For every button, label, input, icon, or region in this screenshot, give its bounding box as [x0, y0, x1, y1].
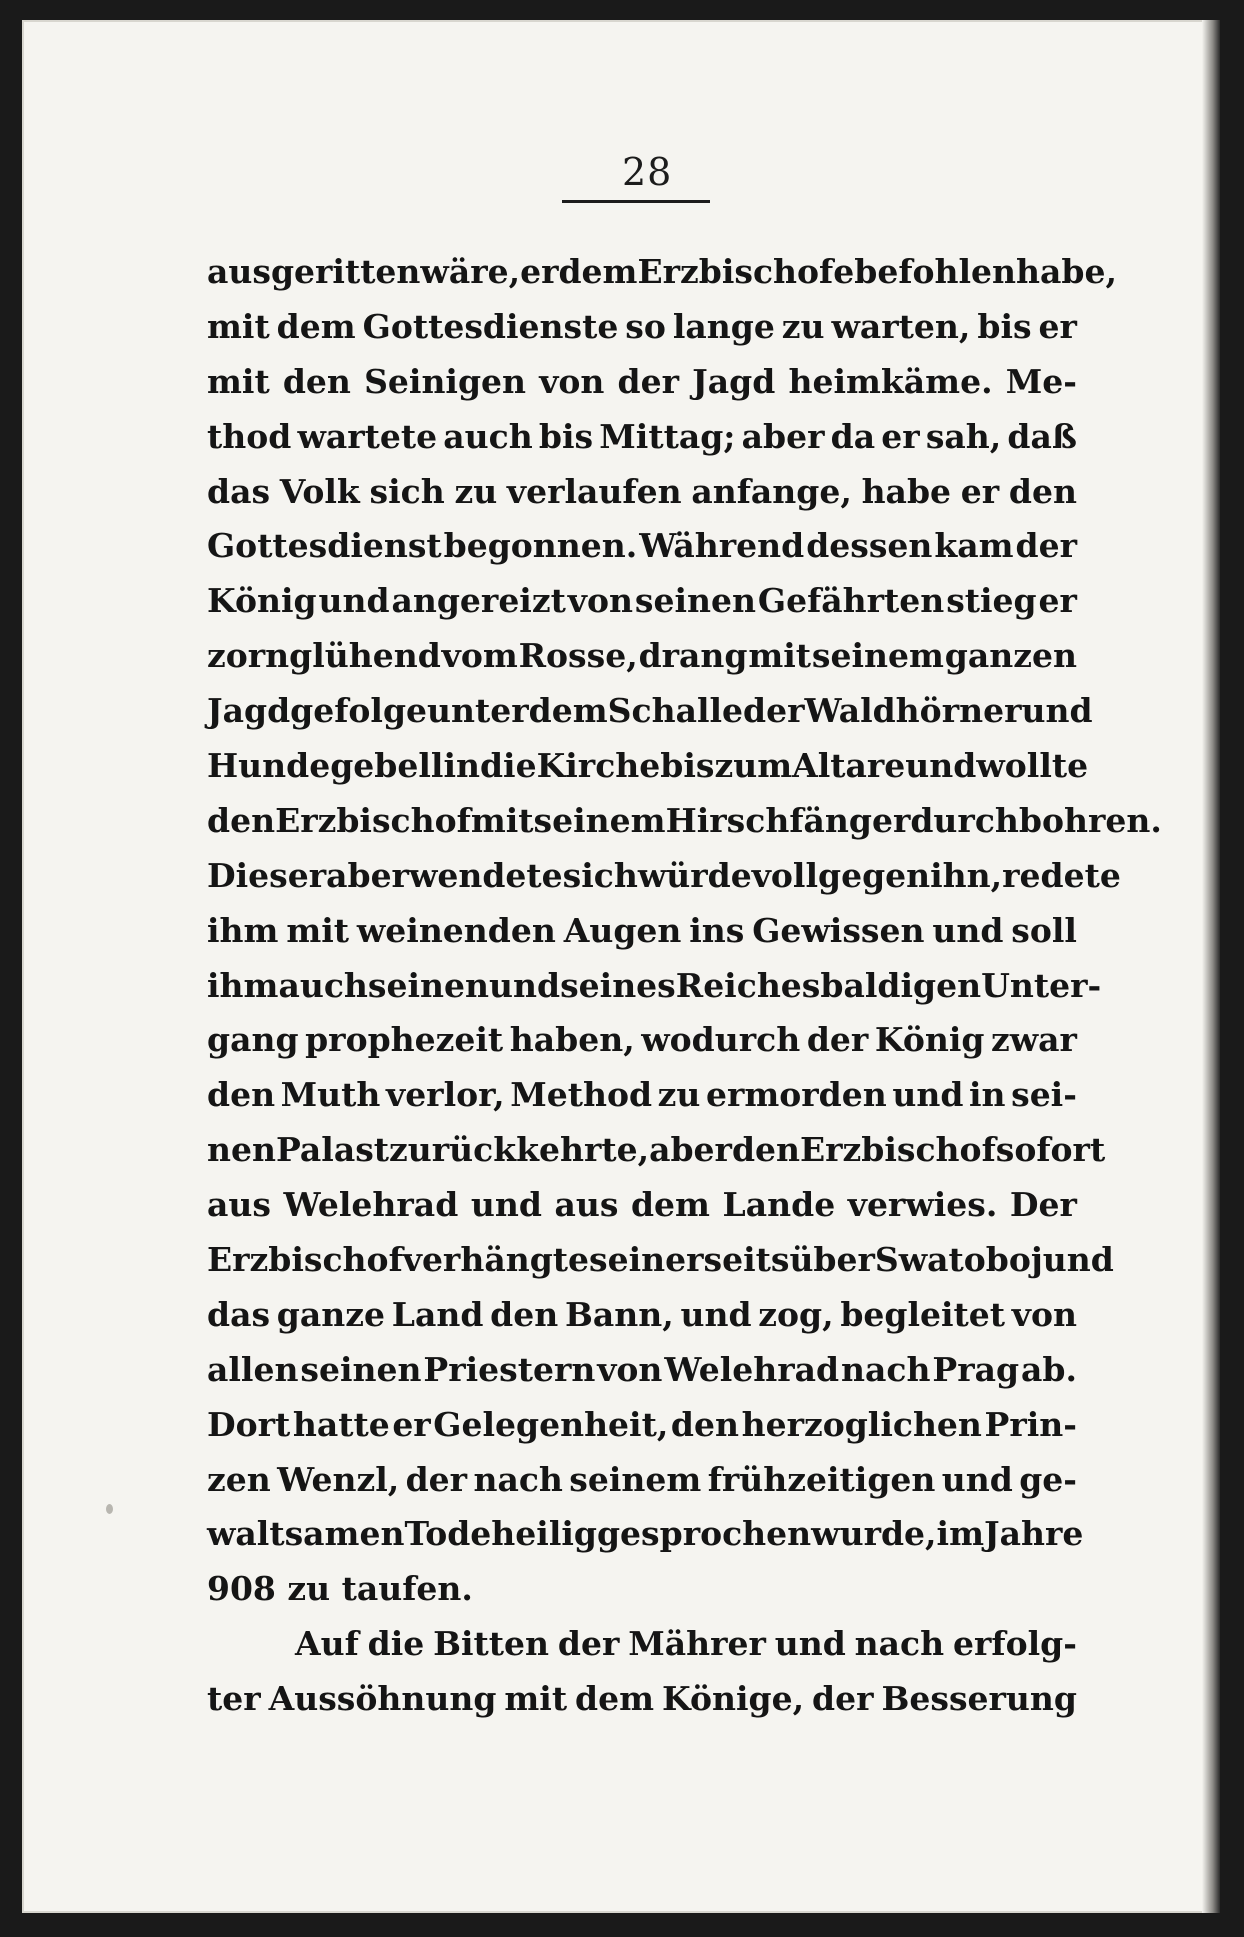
- word: ihm: [207, 965, 279, 1005]
- word: seinem: [533, 800, 666, 840]
- word: Tode: [404, 1514, 492, 1554]
- word: ihn,: [930, 855, 1003, 895]
- word: Gottesdienst: [207, 526, 442, 566]
- word: nach: [473, 1459, 563, 1499]
- word: und: [489, 965, 561, 1005]
- word: Aussöhnung: [268, 1679, 497, 1719]
- word: er: [960, 471, 1000, 511]
- text-line: [207, 574, 1077, 629]
- word: das: [207, 471, 271, 511]
- word: Dort: [207, 1404, 291, 1444]
- word: und: [1021, 691, 1093, 731]
- word: waltsamen: [207, 1514, 405, 1554]
- word: Erzbischofe: [637, 252, 855, 291]
- word: der: [617, 361, 680, 401]
- text-line: [207, 1288, 1077, 1343]
- word: Bann,: [564, 1294, 674, 1334]
- word: Gelegenheit,: [433, 1404, 669, 1444]
- word: nach: [841, 1349, 931, 1389]
- word: heilig: [491, 1514, 597, 1554]
- word: Mährer: [628, 1624, 766, 1664]
- text-line: [207, 1507, 1084, 1562]
- word: vom: [441, 636, 518, 676]
- word: dem: [575, 1679, 655, 1719]
- page-speck: [106, 1504, 113, 1514]
- page-edge-shadow: [1202, 20, 1220, 1913]
- word: seinen: [367, 965, 490, 1005]
- word: auch: [443, 416, 533, 456]
- word: der: [1015, 526, 1077, 566]
- word: herzoglichen: [741, 1404, 982, 1444]
- word: der: [743, 691, 805, 731]
- word: den: [207, 800, 276, 840]
- text-line: [207, 410, 1077, 465]
- text-line: [207, 904, 1077, 959]
- word: den: [207, 1075, 276, 1115]
- word: in: [443, 746, 480, 786]
- word: seinen: [634, 581, 756, 621]
- word: Palast: [275, 1130, 390, 1170]
- text-line: [207, 684, 1093, 739]
- word: zu: [781, 306, 825, 346]
- word: begonnen.: [443, 526, 638, 566]
- word: Auf: [295, 1624, 359, 1664]
- word: haben,: [509, 1020, 635, 1060]
- word: aber: [326, 855, 409, 895]
- word: den: [282, 361, 351, 401]
- word: gegen: [818, 855, 931, 895]
- text-line: [207, 1178, 1077, 1233]
- word: seinem: [811, 636, 944, 676]
- word: der: [557, 1624, 620, 1664]
- word: mit: [470, 800, 534, 840]
- word: Erzbischof: [800, 1130, 996, 1170]
- word: da: [830, 416, 876, 456]
- word: Muth: [280, 1075, 381, 1115]
- word: Dieser: [207, 855, 327, 895]
- word: den: [490, 1294, 559, 1334]
- word: ins: [689, 910, 745, 950]
- word: Lande: [722, 1185, 836, 1225]
- word: zurückkehrte,: [389, 1130, 650, 1170]
- text-line: [207, 1123, 1106, 1178]
- word: erfolg-: [953, 1624, 1077, 1664]
- word: über: [789, 1240, 875, 1280]
- word: Hirschfänger: [665, 800, 911, 840]
- word: er: [1038, 306, 1077, 346]
- word: wendete: [408, 855, 563, 895]
- word: unter: [427, 691, 529, 731]
- word: wurde,: [811, 1514, 937, 1554]
- word: seinerseits: [589, 1240, 790, 1280]
- word: Erzbischof: [207, 1240, 403, 1280]
- word: verwies.: [847, 1185, 998, 1225]
- word: baldigen: [820, 965, 982, 1005]
- word: zen: [207, 1459, 271, 1499]
- word: auch: [278, 965, 368, 1005]
- word: mit: [748, 636, 812, 676]
- word: dem: [276, 306, 356, 346]
- text-line: [207, 1453, 1077, 1508]
- word: ihm: [207, 910, 279, 950]
- word: von: [1011, 1294, 1077, 1334]
- word: Könige,: [662, 1679, 805, 1719]
- word: in: [968, 1075, 1006, 1115]
- text-line: [207, 629, 1077, 684]
- word: Gewissen: [752, 910, 925, 950]
- word: Gefährten: [757, 581, 945, 621]
- word: und: [905, 746, 977, 786]
- text-line: [207, 1233, 1114, 1288]
- word: Volk: [279, 471, 360, 511]
- word: so: [625, 306, 666, 346]
- word: Bitten: [433, 1624, 550, 1664]
- word: dem: [630, 1185, 710, 1225]
- word: zwar: [991, 1020, 1077, 1060]
- word: verlor,: [386, 1075, 505, 1115]
- word: die: [367, 1624, 425, 1664]
- word: wollte: [976, 746, 1089, 786]
- word: bis: [660, 746, 715, 786]
- word: stieg: [946, 581, 1037, 621]
- word: Kirche: [536, 746, 661, 786]
- word: dem: [558, 252, 638, 291]
- word: mit: [286, 910, 350, 950]
- word: aus: [554, 1185, 619, 1225]
- text-line: [207, 465, 1077, 520]
- text-line: 908 zu taufen.: [207, 1569, 473, 1609]
- header-rule: [562, 200, 710, 203]
- word: den: [670, 1404, 739, 1444]
- word: ter: [207, 1679, 261, 1719]
- word: und: [680, 1294, 752, 1334]
- word: Schalle: [607, 691, 744, 731]
- word: durchbohren.: [910, 800, 1162, 840]
- word: Der: [1009, 1185, 1077, 1225]
- word: die: [479, 746, 537, 786]
- word: sah,: [925, 416, 1002, 456]
- word: ganzen: [944, 636, 1077, 676]
- word: und: [318, 581, 390, 621]
- word: von: [567, 581, 633, 621]
- word: den: [731, 1130, 800, 1170]
- word: er: [1038, 581, 1077, 621]
- word: lange: [672, 306, 775, 346]
- word: Welehrad: [664, 1349, 840, 1389]
- word: sei-: [1011, 1075, 1077, 1115]
- word: würdevoll: [637, 855, 818, 895]
- text-line: [207, 1068, 1077, 1123]
- word: verhängte: [402, 1240, 590, 1280]
- word: Priestern: [423, 1349, 596, 1389]
- word: zornglühend: [207, 636, 441, 676]
- word: er: [881, 416, 920, 456]
- word: Jagd: [692, 361, 776, 401]
- word: mit: [207, 361, 270, 401]
- word: Rosse,: [518, 636, 638, 676]
- word: Mittag;: [599, 416, 736, 456]
- word: Land: [391, 1294, 484, 1334]
- word: nach: [854, 1624, 945, 1664]
- word: kam: [934, 526, 1014, 566]
- word: habe: [861, 471, 952, 511]
- word: Method: [510, 1075, 653, 1115]
- word: wäre,: [420, 252, 521, 291]
- word: aber: [741, 416, 825, 456]
- body-text: [207, 245, 1162, 1727]
- word: zu: [454, 471, 498, 511]
- word: wartete: [297, 416, 438, 456]
- word: bis: [977, 306, 1032, 346]
- word: verlaufen: [506, 471, 682, 511]
- word: heimkäme.: [788, 361, 993, 401]
- word: der: [812, 1679, 874, 1719]
- word: Hundegebell: [207, 746, 444, 786]
- word: und: [932, 910, 1004, 950]
- word: Während: [639, 526, 805, 566]
- word: Wenzl,: [277, 1459, 400, 1499]
- text-line: [207, 739, 1089, 794]
- word: Jagdgefolge: [207, 691, 428, 731]
- word: sich: [369, 471, 445, 511]
- word: Me-: [1005, 361, 1077, 401]
- word: zog,: [758, 1294, 834, 1334]
- word: Altare: [792, 746, 906, 786]
- word: ab.: [1021, 1349, 1077, 1389]
- word: zu: [657, 1075, 701, 1115]
- book-page: [22, 20, 1220, 1913]
- word: gang: [207, 1020, 299, 1060]
- word: seines: [560, 965, 676, 1005]
- word: und: [470, 1185, 542, 1225]
- word: Reiches: [675, 965, 821, 1005]
- word: dessen: [806, 526, 933, 566]
- word: aus: [207, 1185, 271, 1225]
- text-line: [207, 245, 1117, 300]
- text-line: [207, 794, 1162, 849]
- word: Jahre: [984, 1514, 1084, 1554]
- text-line: [207, 1672, 1077, 1727]
- word: König: [874, 1020, 985, 1060]
- word: seinem: [569, 1459, 702, 1499]
- text-line: [207, 355, 1077, 410]
- word: Unter-: [981, 965, 1102, 1005]
- word: Prin-: [984, 1404, 1077, 1444]
- word: zum: [714, 746, 793, 786]
- text-line: [207, 1013, 1077, 1068]
- word: der: [405, 1459, 468, 1499]
- word: seinen: [300, 1349, 422, 1389]
- word: der: [806, 1020, 869, 1060]
- word: redete: [1002, 855, 1121, 895]
- word: Augen: [563, 910, 682, 950]
- word: thod: [207, 416, 292, 456]
- word: habe,: [1016, 252, 1117, 291]
- text-line: [207, 519, 1077, 574]
- word: bis: [538, 416, 594, 456]
- word: warten,: [831, 306, 971, 346]
- word: Seinigen: [364, 361, 527, 401]
- text-line: [207, 300, 1077, 355]
- word: nen: [207, 1130, 276, 1170]
- word: Gottesdienste: [362, 306, 619, 346]
- word: drang: [638, 636, 748, 676]
- text-line: [207, 959, 1102, 1014]
- word: wodurch: [641, 1020, 801, 1060]
- word: das: [207, 1294, 271, 1334]
- word: mit: [504, 1679, 568, 1719]
- word: und: [941, 1459, 1013, 1499]
- word: mit: [207, 306, 270, 346]
- word: begleitet: [840, 1294, 1006, 1334]
- word: Welehrad: [283, 1185, 459, 1225]
- word: allen: [207, 1349, 299, 1389]
- word: und: [1042, 1240, 1114, 1280]
- text-line: [207, 1343, 1077, 1398]
- word: sofort: [995, 1130, 1106, 1170]
- word: den: [1008, 471, 1077, 511]
- word: er: [520, 252, 559, 291]
- word: Prag: [932, 1349, 1020, 1389]
- word: daß: [1007, 416, 1077, 456]
- word: Besserung: [881, 1679, 1077, 1719]
- word: weinenden: [356, 910, 556, 950]
- word: prophezeit: [305, 1020, 504, 1060]
- word: anfange,: [691, 471, 852, 511]
- word: aber: [649, 1130, 732, 1170]
- word: gesprochen: [596, 1514, 812, 1554]
- word: Waldhörner: [804, 691, 1022, 731]
- text-line: [207, 1617, 1077, 1672]
- word: angereizt: [391, 581, 566, 621]
- word: und: [892, 1075, 964, 1115]
- word: Swatoboj: [874, 1240, 1043, 1280]
- word: sich: [562, 855, 638, 895]
- word: frühzeitigen: [707, 1459, 936, 1499]
- word: befohlen: [854, 252, 1017, 291]
- word: dem: [528, 691, 608, 731]
- word: von: [597, 1349, 663, 1389]
- word: im: [936, 1514, 984, 1554]
- word: ermorden: [705, 1075, 887, 1115]
- text-line: [207, 849, 1121, 904]
- word: hatte: [292, 1404, 390, 1444]
- word: und: [774, 1624, 846, 1664]
- word: Erzbischof: [275, 800, 471, 840]
- page-number: 28: [622, 150, 673, 194]
- text-line: [207, 1398, 1077, 1453]
- word: ausgeritten: [207, 252, 421, 291]
- word: von: [539, 361, 605, 401]
- word: er: [392, 1404, 431, 1444]
- word: ge-: [1019, 1459, 1077, 1499]
- word: König: [207, 581, 317, 621]
- word: soll: [1011, 910, 1077, 950]
- word: ganze: [276, 1294, 385, 1334]
